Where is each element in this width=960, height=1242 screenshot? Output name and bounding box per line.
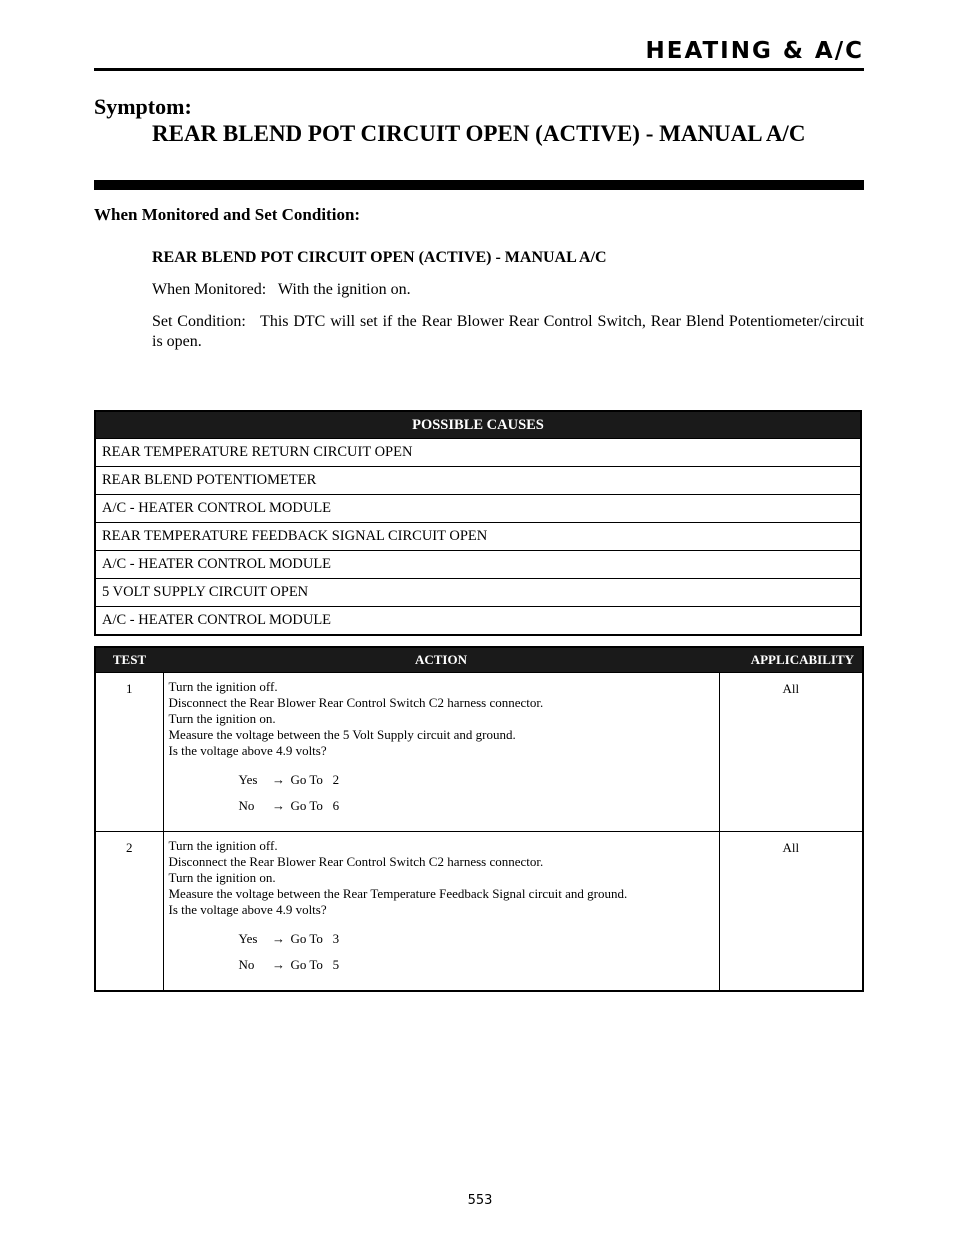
no-label: No bbox=[238, 957, 255, 972]
test-action bbox=[163, 832, 719, 992]
no-target: Go To 6 bbox=[290, 798, 340, 813]
answer-list bbox=[169, 928, 715, 980]
yes-target: Go To 3 bbox=[290, 931, 340, 946]
test-step: Turn the ignition on. bbox=[168, 870, 276, 885]
monitor-heading: When Monitored and Set Condition: bbox=[94, 205, 361, 224]
test-applicability: All bbox=[719, 673, 863, 832]
answer-no bbox=[169, 954, 715, 980]
possible-causes-header: POSSIBLE CAUSES bbox=[95, 411, 861, 439]
set-condition: Set Condition: This DTC will set if the Rear Blower Rear Control Switch, Rear Blend Potentiometer/circuit is open. bbox=[152, 313, 868, 350]
page-number: 553 bbox=[467, 1193, 493, 1208]
symptom-title: REAR BLEND POT CIRCUIT OPEN (ACTIVE) - MANUAL A/C bbox=[152, 121, 806, 146]
cause-row bbox=[95, 551, 861, 579]
cause-item: A/C - HEATER CONTROL MODULE bbox=[95, 495, 861, 523]
cause-row bbox=[95, 579, 861, 607]
no-target: Go To 5 bbox=[290, 957, 340, 972]
test-action bbox=[163, 673, 719, 832]
test-row bbox=[95, 673, 863, 832]
yes-label: Yes bbox=[238, 772, 258, 787]
no-label: No bbox=[238, 798, 255, 813]
test-step: Is the voltage above 4.9 volts? bbox=[168, 743, 327, 758]
cause-row bbox=[95, 607, 861, 636]
cause-item: A/C - HEATER CONTROL MODULE bbox=[95, 607, 861, 636]
cause-item: REAR TEMPERATURE RETURN CIRCUIT OPEN bbox=[95, 439, 861, 467]
action-header: ACTION bbox=[163, 647, 719, 673]
applicability-header: APPLICABILITY bbox=[719, 647, 863, 673]
test-step: Measure the voltage between the 5 Volt Supply circuit and ground. bbox=[168, 727, 516, 742]
answer-yes bbox=[169, 928, 715, 954]
when-monitored: When Monitored: With the ignition on. bbox=[152, 281, 411, 298]
test-step: Turn the ignition off. bbox=[168, 838, 278, 853]
test-action-table bbox=[94, 646, 864, 992]
right-arrow-icon: → bbox=[272, 957, 285, 972]
cause-item: 5 VOLT SUPPLY CIRCUIT OPEN bbox=[95, 579, 861, 607]
test-step: Is the voltage above 4.9 volts? bbox=[168, 902, 327, 917]
right-arrow-icon: → bbox=[272, 931, 285, 946]
possible-causes-table bbox=[94, 410, 862, 636]
cause-row bbox=[95, 439, 861, 467]
test-step: Disconnect the Rear Blower Rear Control Switch C2 harness connector. bbox=[168, 695, 544, 710]
test-number: 1 bbox=[95, 673, 163, 832]
test-row bbox=[95, 832, 863, 992]
monitor-block bbox=[152, 248, 868, 364]
header-rule bbox=[94, 68, 864, 71]
symptom-label: Symptom: bbox=[94, 94, 192, 119]
answer-no bbox=[169, 795, 715, 821]
yes-target: Go To 2 bbox=[290, 772, 340, 787]
cause-item: REAR TEMPERATURE FEEDBACK SIGNAL CIRCUIT OPEN bbox=[95, 523, 861, 551]
right-arrow-icon: → bbox=[272, 772, 285, 787]
answer-list bbox=[169, 769, 715, 821]
cause-item: REAR BLEND POTENTIOMETER bbox=[95, 467, 861, 495]
test-step: Turn the ignition off. bbox=[168, 679, 278, 694]
dtc-name: REAR BLEND POT CIRCUIT OPEN (ACTIVE) - MANUAL A/C bbox=[152, 249, 607, 266]
test-header: TEST bbox=[95, 647, 163, 673]
cause-row bbox=[95, 523, 861, 551]
section-title: HEATING & A/C bbox=[645, 38, 864, 64]
test-number: 2 bbox=[95, 832, 163, 992]
cause-item: A/C - HEATER CONTROL MODULE bbox=[95, 551, 861, 579]
section-divider bbox=[94, 180, 864, 190]
answer-yes bbox=[169, 769, 715, 795]
cause-row bbox=[95, 467, 861, 495]
test-step: Measure the voltage between the Rear Temperature Feedback Signal circuit and ground. bbox=[168, 886, 628, 901]
test-applicability: All bbox=[719, 832, 863, 992]
test-step: Disconnect the Rear Blower Rear Control Switch C2 harness connector. bbox=[168, 854, 544, 869]
yes-label: Yes bbox=[238, 931, 258, 946]
right-arrow-icon: → bbox=[272, 798, 285, 813]
test-step: Turn the ignition on. bbox=[168, 711, 276, 726]
cause-row bbox=[95, 495, 861, 523]
